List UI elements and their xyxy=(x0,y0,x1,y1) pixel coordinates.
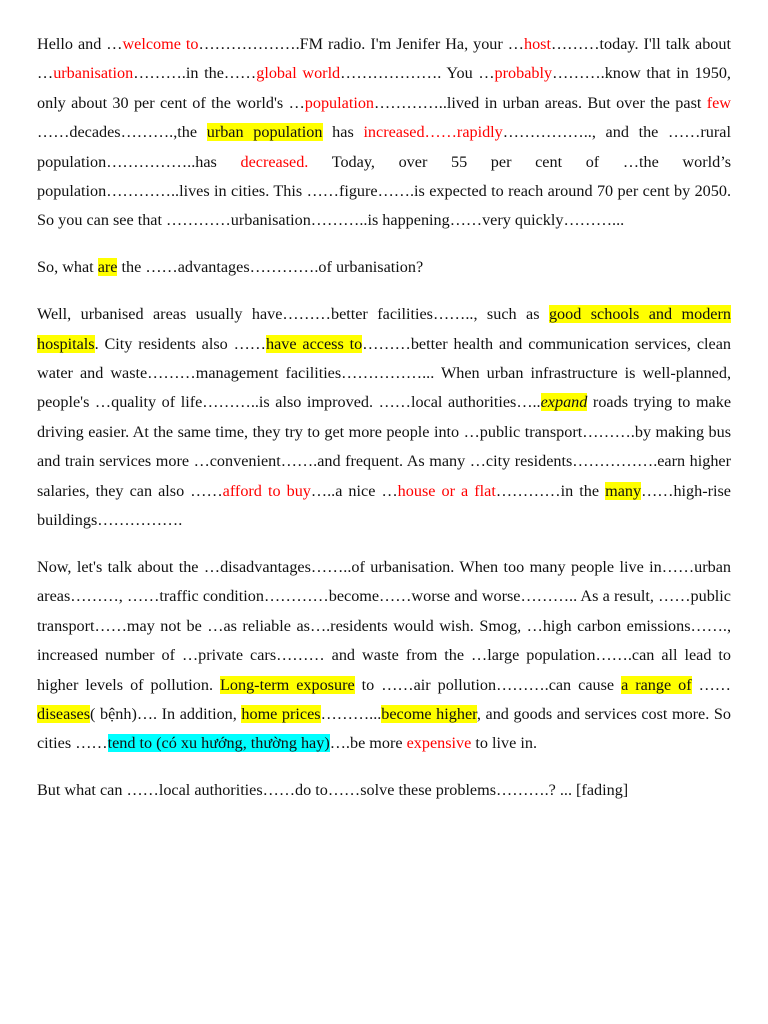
paragraph-4 xyxy=(37,553,731,759)
text-segment: has xyxy=(322,123,364,142)
red-keyword: global world xyxy=(256,64,341,83)
text-segment: roads trying to make driving easier. At the same time, they try to get more people into …public transport……….by making bus and train services more …convenient…….and frequent. As many …city residents…………….earn higher salaries, they can also …… xyxy=(37,393,732,500)
text-segment: ……decades……….,the xyxy=(37,123,207,142)
text-segment: ………today. I'll talk about … xyxy=(37,35,731,83)
paragraph-3 xyxy=(37,300,731,535)
text-segment: ………………. You … xyxy=(340,64,495,83)
red-keyword: population xyxy=(304,93,375,112)
text-segment: Well, urbanised areas usually have………better facilities…….., such as xyxy=(37,305,549,324)
text-segment: …………in the xyxy=(495,481,606,500)
red-keyword: urbanisation xyxy=(53,64,134,83)
text-segment: ………better health and communication services, clean water and waste………management facilities……………... When urban infrastructure is well-planned, people's …quality of life………..is also improved. ……local authorities….. xyxy=(37,334,731,412)
yellow-highlighted-phrase: home prices xyxy=(241,705,321,724)
text-segment: But what can ……local authorities……do to……solve these problems……….? ... [fading] xyxy=(37,781,629,800)
text-segment: ……….know that in 1950, only about 30 per cent of the world's … xyxy=(37,64,731,112)
red-keyword: host xyxy=(523,35,551,53)
yellow-highlighted-phrase: are xyxy=(97,258,118,277)
red-keyword: decreased. xyxy=(240,152,309,171)
text-segment: So, what xyxy=(37,258,98,277)
red-keyword: house or a flat xyxy=(397,481,496,500)
cyan-highlighted-phrase: tend to (có xu hướng, thường hay) xyxy=(107,734,330,753)
text-segment: . City residents also …… xyxy=(94,334,266,353)
red-keyword: welcome to xyxy=(122,35,199,53)
red-keyword: probably xyxy=(494,64,553,83)
text-segment: …… xyxy=(691,675,731,694)
yellow-highlighted-phrase: good schools and modern hospitals xyxy=(37,305,731,353)
text-segment: the ……advantages………….of urbanisation? xyxy=(117,258,424,277)
red-keyword: increased……rapidly xyxy=(363,123,503,142)
paragraph-2 xyxy=(37,253,731,282)
text-segment: ……………….FM radio. I'm Jenifer Ha, your … xyxy=(198,35,524,53)
text-segment: Today, over 55 per cent of …the world’s population…………..lives in cities. This ……figure…….is expected to reach around 70 per cent by 2050. So you can see that …………urbanisation………..is happening……very quickly………... xyxy=(37,152,731,230)
transcript-document xyxy=(37,30,731,823)
red-keyword: few xyxy=(706,93,731,112)
yellow-highlighted-phrase: have access to xyxy=(266,334,363,353)
text-segment: Now, let's talk about the …disadvantages……..of urbanisation. When too many people live in……urban areas………, ……traffic condition…………become……worse and worse……….. As a result, ……public transport……may not be …as reliable as….residents would wish. Smog, …high carbon emissions……., increased number of …private cars……… and waste from the …large population…….can all lead to higher levels of pollution. xyxy=(37,558,731,694)
text-segment: ……high-rise buildings……………. xyxy=(37,481,731,530)
text-segment: ……….in the…… xyxy=(133,64,257,83)
red-keyword: afford to buy xyxy=(222,481,311,500)
text-segment: …………….., and the ……rural population……………..has xyxy=(37,123,731,171)
yellow-highlighted-phrase: urban population xyxy=(206,123,323,142)
yellow-highlighted-phrase: Long-term exposure xyxy=(220,675,355,694)
red-keyword: expensive xyxy=(406,734,472,753)
yellow-highlighted-phrase: expand xyxy=(540,393,588,412)
paragraph-1 xyxy=(37,30,731,236)
yellow-highlighted-phrase: a range of xyxy=(621,675,692,694)
text-segment: to ……air pollution……….can cause xyxy=(354,675,622,694)
text-segment: Hello and … xyxy=(37,35,123,53)
text-segment: …..a nice … xyxy=(310,481,398,500)
yellow-highlighted-phrase: many xyxy=(605,481,642,500)
text-segment: to live in. xyxy=(471,734,537,753)
text-segment: ….be more xyxy=(329,734,407,753)
yellow-highlighted-phrase: become higher xyxy=(381,705,477,724)
text-segment: ( bệnh)…. In addition, xyxy=(90,705,242,724)
yellow-highlighted-phrase: diseases xyxy=(37,705,91,724)
paragraph-5 xyxy=(37,776,731,805)
text-segment: ………... xyxy=(320,705,382,724)
text-segment: , and goods and services cost more. So cities …… xyxy=(37,705,731,753)
text-segment: …………..lived in urban areas. But over the past xyxy=(374,93,707,112)
